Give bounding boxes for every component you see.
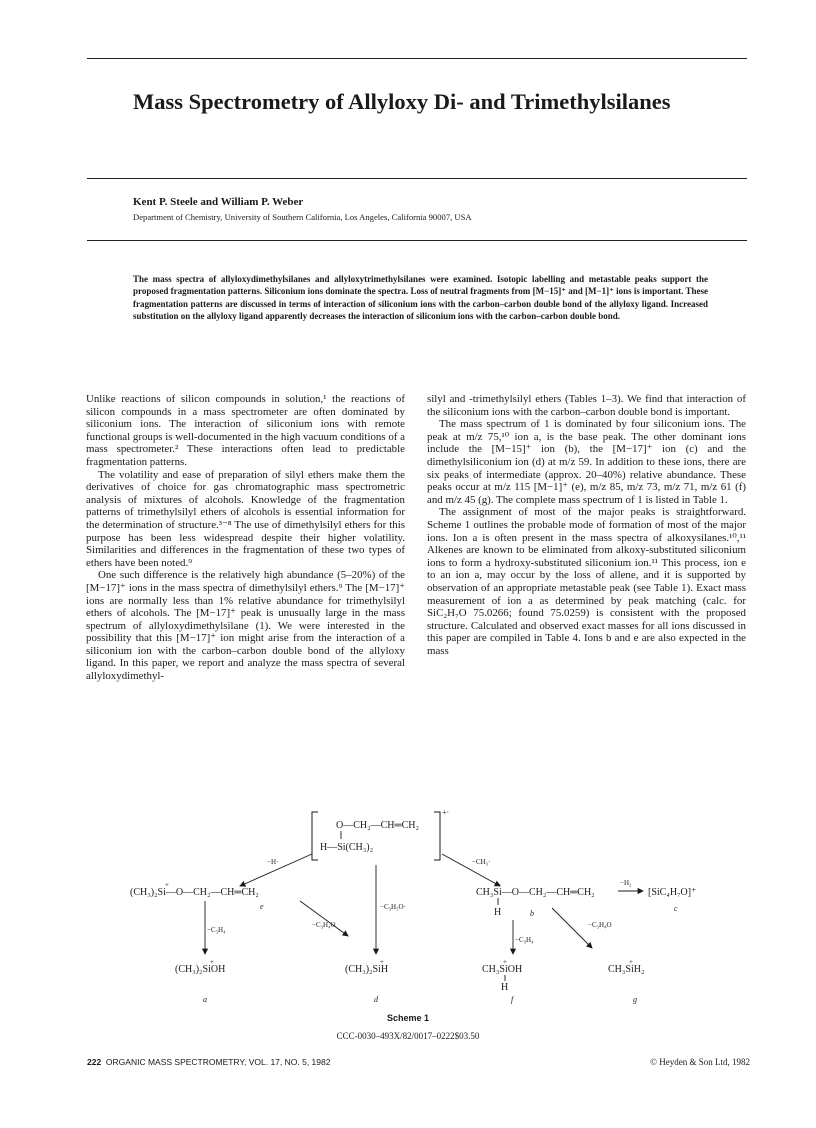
ion-b-charge: +: [497, 881, 501, 889]
journal-citation: ORGANIC MASS SPECTROMETRY, VOL. 17, NO. 5, 1982: [105, 1057, 331, 1067]
ion-g: CH₃SiH₂: [608, 964, 645, 975]
paragraph: silyl and -trimethylsilyl ethers (Tables 1–3). We find that interaction of the siliconium ions with the carbon–carbon double bond is important.: [427, 393, 746, 418]
paragraph: Unlike reactions of silicon compounds in solution,¹ the reactions of silicon compounds in a mass spectrometer are often dominated by siliconium ions. The interaction of siliconium ions with remote functional groups is well-documented in the high vacuum conditions of a mass spectrometer.² These interactions often lead to predictable fragmentation patterns.: [86, 393, 405, 468]
affiliation: Department of Chemistry, University of Southern California, Los Angeles, California 90007, USA: [133, 212, 472, 222]
loss-h-label: −H·: [267, 858, 279, 866]
ion-f-label: f: [511, 995, 514, 1004]
parent-ion: [312, 808, 449, 860]
parent-ion-top: O—CH₂—CH═CH₂: [336, 820, 419, 831]
top-rule: [87, 58, 747, 59]
paragraph: The volatility and ease of preparation of silyl ethers make them the derivatives of choice for gas chromatographic mass spectrometric analysis of mixtures of alcohols. Knowledge of the fragmentation patterns of trimethylsilyl ethers of alcohols is essential information for the determination of structure.³⁻⁸ The use of dimethylsilyl ethers for this purpose has been less widespread despite their higher volatility. Similarities and differences in the fragmentation of these two types of ethers have been noted.⁹: [86, 468, 405, 569]
ion-c-label: c: [674, 904, 678, 913]
loss-c3h4o-e-label: −C₃H₄O: [312, 921, 336, 929]
loss-c3h4o-g-label: −C₃H₄O: [588, 921, 612, 929]
page-number: 222: [87, 1057, 102, 1067]
footer-copyright: © Heyden & Son Ltd, 1982: [650, 1057, 750, 1067]
ion-a-label: a: [203, 995, 207, 1004]
title-rule: [87, 178, 747, 179]
loss-c3h4-a-label: −C₃H₄: [207, 926, 226, 934]
ccc-code: CCC-0030–493X/82/0017–0222$03.50: [336, 1031, 480, 1041]
loss-h2-label: −H₂: [620, 879, 632, 887]
abstract: The mass spectra of allyloxydimethylsilanes and allyloxytrimethylsilanes were examined. Isotopic labelling and metastable peaks support the proposed fragmentation patterns. Siliconium ions dominate the spectra. Loss of neutral fragments from [M−15]⁺ and [M−1]⁺ ions is important. These fragmentation patterns are discussed in terms of interaction of siliconium ions with the carbon–carbon double bond of the allyloxy ligand. Increased substitution on the allyloxy ligand apparently decreases the interaction of siliconium ions with the carbon–carbon double bond.: [133, 274, 708, 322]
arrow-e-to-d: [300, 901, 348, 936]
ion-d-charge: +: [380, 958, 384, 966]
ion-b: CH₃Si—O—CH₂—CH═CH₂: [476, 887, 595, 898]
ion-b-label: b: [530, 909, 534, 918]
body-column-right: [427, 393, 746, 657]
ion-e-label: e: [260, 902, 264, 911]
footer-journal: [87, 1057, 330, 1067]
loss-ch3-label: −CH₃·: [472, 858, 491, 866]
paragraph: The mass spectrum of 1 is dominated by four siliconium ions. The peak at m/z 75,¹⁰ ion a, is the base peak. The other dominant ions include the [M−15]⁺ ion (b), the [M−17]⁺ ion (c) and the dimethylsiliconium ion (d) at m/z 59. In addition to these ions, there are six peaks of intermediate (approx. 20–40%) relative abundance. These peaks occur at m/z 115 [M−1]⁺ (e), m/z 85, m/z 73, m/z 71, m/z 61 (f) and m/z 45 (g). The complete mass spectrum of 1 is listed in Table 1.: [427, 418, 746, 506]
loss-c3h4-f-label: −C₃H₄: [515, 936, 534, 944]
authors: Kent P. Steele and William P. Weber: [133, 196, 304, 208]
ion-g-charge: +: [629, 958, 633, 966]
affiliation-rule: [87, 240, 747, 241]
ion-f-h: H: [501, 982, 509, 993]
scheme-caption: Scheme 1: [386, 1013, 430, 1023]
ion-e: (CH₃)₂Si—O—CH₂—CH═CH₂: [130, 887, 259, 898]
paragraph: One such difference is the relatively high abundance (5–20%) of the [M−17]⁺ ions in the mass spectra of dimethylsilyl ethers.⁹ The [M−17]⁺ ions are normally less than 1% relative abundance for trimethylsilyl ethers of alcohols. The [M−17]⁺ peak is unusually large in the mass spectrum of allyloxydimethylsilane (1). We were interested in the possibility that this [M−17]⁺ ion might arise from the interaction of a siliconium ion with the carbon–carbon double bond of the allyloxy ligand. In this paper, we report and analyze the mass spectra of several allyloxydimethyl-: [86, 569, 405, 683]
ion-d: (CH₃)₂SiH: [345, 964, 389, 975]
ion-e-charge: +: [165, 881, 169, 889]
parent-ion-charge: +·: [442, 808, 450, 817]
arrow-b-to-g: [552, 908, 592, 948]
ion-d-label: d: [374, 995, 378, 1004]
ion-g-label: g: [633, 995, 637, 1004]
ion-a: (CH₃)₂SiOH: [175, 964, 226, 975]
parent-ion-bottom: H—Si(CH₃)₂: [320, 842, 374, 853]
ion-f: CH₃SiOH: [482, 964, 523, 975]
loss-c3h5o-label: −C₃H₅O·: [380, 903, 406, 911]
body-column-left: [86, 393, 405, 683]
paragraph: The assignment of most of the major peaks is straightforward. Scheme 1 outlines the probable mode of formation of most of the major ions. Ion a is often present in the mass spectra of alkoxysilanes.¹⁰,¹¹ Alkenes are known to be eliminated from alkoxy-substituted siliconium ions to form a hydroxy-substituted siliconium ion.¹¹ This process, ion e to an ion a, may occur by the loss of allene, and it is supported by observation of an appropriate metastable peak (see Table 1). Exact mass measurement of ion a as determined by peak matching (calc. for SiC₂H₇O 75.0266; found 75.0259) is consistent with the proposed structure. Calculated and observed exact masses for all ions discussed in this paper are compiled in Table 4. Ions b and e are also expected in the mass: [427, 506, 746, 657]
fragmentation-scheme: [80, 808, 740, 1008]
ion-b-h: H: [494, 907, 502, 918]
ion-a-charge: +: [210, 958, 214, 966]
arrow-to-b: [442, 854, 500, 886]
article-title: Mass Spectrometry of Allyloxy Di- and Trimethylsilanes: [133, 89, 671, 114]
ion-f-charge: +: [503, 958, 507, 966]
ion-c: [SiC₄H₇O]⁺: [648, 887, 697, 898]
